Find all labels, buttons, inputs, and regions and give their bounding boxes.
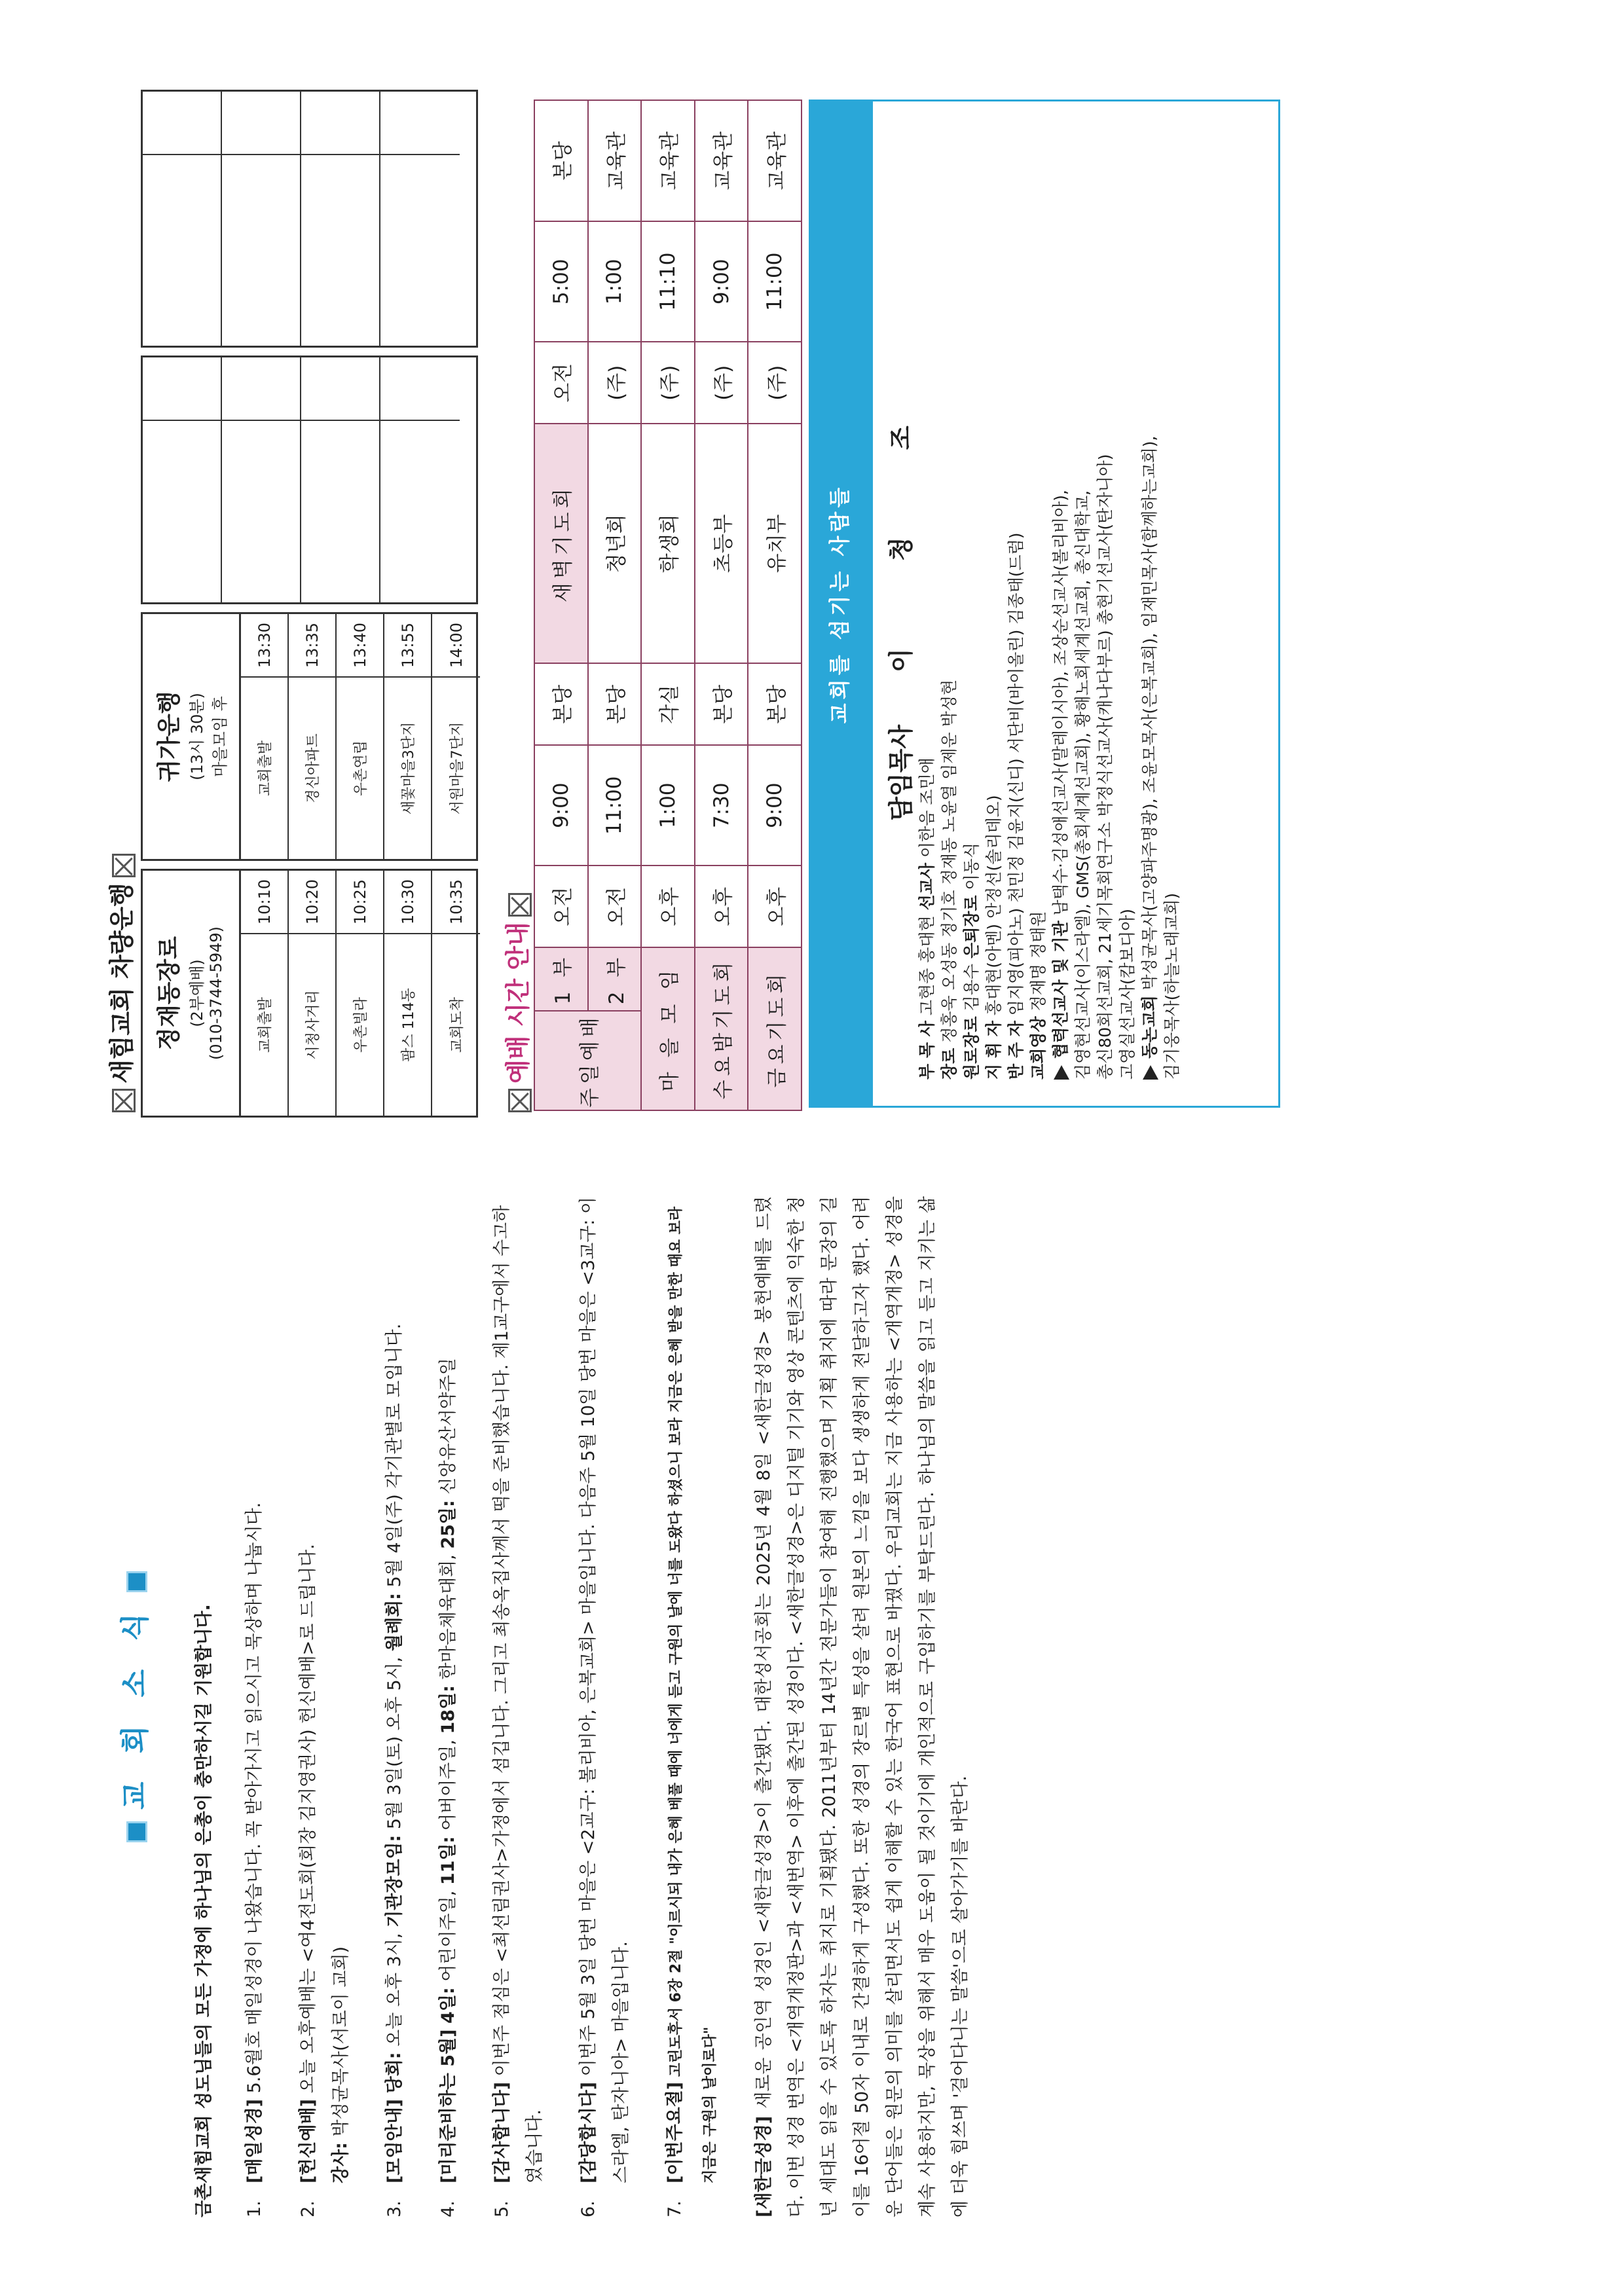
staff-line: 고영실선교사(캄보디아) — [1118, 908, 1137, 1080]
service-label: 새벽기도회 — [534, 424, 588, 663]
bus-schedule — [141, 90, 478, 1118]
worship-row: 주일예배 1 부 오전 9:00 본당 새벽기도회 오전 5:00 본당 — [534, 100, 588, 1110]
item-text: 5.6월호 매일성경이 나왔습니다. 꼭 받아가시고 읽으시고 묵상하며 나눕시다. — [244, 1502, 265, 2099]
date-text: 어린이주일, — [438, 1885, 458, 1988]
worship-row: 금요기도회 오후 9:00 본당 유치부 (주) 11:00 교육관 — [748, 100, 802, 1110]
article-heading: [새한글성경] — [754, 2115, 774, 2217]
staff-line: 장로 정홍욱 오성동 정기호 정재동 노윤열 임제운 박성현 — [940, 679, 959, 1080]
item-heading: [이번주요절] — [665, 2081, 685, 2183]
bus-stop-row: 우촌연립 13:40 — [337, 614, 384, 859]
worship-section-title — [498, 888, 534, 1118]
date-label: 18일: — [438, 1685, 458, 1734]
news-item-3 — [378, 1196, 411, 2217]
worship-row: 2 부 오전 11:00 본당 청년회 (주) 1:00 교육관 — [588, 100, 642, 1110]
item-heading: [감사합니다] — [492, 2081, 512, 2183]
speaker-text: 박성균목사(서로이 교회) — [331, 1946, 351, 2143]
item-number: 6. — [578, 2200, 599, 2217]
item-heading: [감당합시다] — [578, 2081, 599, 2183]
staff-line: 김영현선교사(이스라엘), GMS(총회세계선교회), 황해노회세계선교회, 총신대학교, — [1073, 490, 1092, 1080]
item-number: 3. — [384, 2200, 405, 2217]
news-intro: 금촌새힘교회 성도님들의 모든 가정에 하나님의 은총이 충만하시길 기원합니다. — [194, 1604, 214, 2217]
bus-section-title — [101, 848, 138, 1118]
item-text: 이번주 5월 3일 당번 마을은 <2교구: 볼리비아, 은복교회> 마을입니다. 다음주 5월 10일 당번 마을은 <3교구: 이스라엘, 탄자니아> 마을입니다. — [578, 1196, 631, 2183]
service-sub: 1 부 — [534, 947, 588, 1011]
news-item-5 — [486, 1196, 551, 2217]
x-box-icon — [508, 893, 532, 917]
bus-title-text: 새힘교회 차량운행 — [107, 883, 136, 1084]
item-heading: [미리준비하는 5월] — [438, 2029, 458, 2183]
square-bullet-icon — [126, 1821, 147, 1842]
worship-row: 수요밤기도회 오후 7:30 본당 초등부 (주) 9:00 교육관 — [695, 100, 748, 1110]
staff-line: 동논교회 박성균목사(고양파주명광), 조윤모목사(은복교회), 임재민목사(함께하는교회), — [1139, 128, 1161, 1080]
news-item-1 — [238, 1196, 271, 2217]
item-text: 이번주 점심은 <최선림권사>가정에서 섬깁니다. 그리고 최송옥집사께서 떡을 준비했습니다. 제1교구에서 수고하였습니다. — [492, 1205, 545, 2183]
service-label: 수요밤기도회 — [695, 947, 748, 1110]
x-box-icon — [112, 854, 136, 877]
news-item-7 — [659, 1196, 727, 2217]
bus-stop-row: 교회도착 10:35 — [432, 871, 480, 1116]
bus-stop-row: 서원마을7단지 14:00 — [432, 614, 480, 859]
date-text: 신앙유산서약주일 — [438, 1358, 458, 1501]
route-phone: (010-3744-5949) — [207, 926, 225, 1061]
weekly-verse: 고린도후서 6장 2절 "이르시되 내가 은혜 베풀 때에 너에게 듣고 구원의 날에 너를 도왔다 하셨으니 보라 지금은 은혜 받을 만한 때요 보라 지금은 구원의 날이로다" — [668, 1206, 718, 2183]
date-label: 11일: — [438, 1836, 458, 1886]
item-number: 2. — [298, 2200, 318, 2217]
meeting-label: 당회: — [384, 2052, 405, 2094]
service-label: 금요기도회 — [748, 947, 802, 1110]
service-label: 청년회 — [588, 424, 642, 663]
bus-stop-row: 팜스 114동 10:30 — [384, 871, 432, 1116]
item-number: 7. — [665, 2200, 685, 2217]
x-box-icon — [112, 1089, 136, 1112]
triangle-bullet-icon — [1143, 1065, 1158, 1080]
servants-list — [871, 100, 1280, 1108]
news-title-text: 교 회 소 식 — [119, 1604, 152, 1810]
bus-route-return — [141, 612, 478, 861]
pastor-role: 담임목사 — [887, 724, 915, 821]
item-heading: [헌신예배] — [298, 2098, 318, 2183]
senior-pastor — [887, 128, 915, 1080]
bus-route-empty-1 — [141, 355, 478, 604]
staff-line: 지 휘 자 홍대현(아멘) 안정선(솔리데오) — [984, 795, 1003, 1080]
news-item-6 — [572, 1196, 638, 2217]
bus-route-empty-2 — [141, 90, 478, 348]
triangle-bullet-icon — [1054, 1065, 1069, 1080]
bus-stop-row: 새꽃마을3단지 13:55 — [384, 614, 432, 859]
meeting-text: 5월 4일(주) 각기관별로 모입니다. — [384, 1323, 405, 1594]
new-bible-article — [748, 1196, 977, 2217]
item-heading: [모임안내] — [384, 2098, 405, 2183]
route-note: 마을모임 후 — [211, 696, 229, 777]
servants-header-bar: 교회를 섬기는 사람들 — [809, 100, 871, 1108]
service-sub: 2 부 — [588, 947, 642, 1011]
bus-stop-row: 교회출발 10:10 — [241, 871, 289, 1116]
staff-line: 원로장로 김용수 은퇴장로 이동식 — [962, 843, 981, 1080]
staff-line: 반 주 자 임지영(피아노) 천민정 김윤지(신디) 서단비(바이올린) 김종태(드럼) — [1006, 532, 1025, 1080]
service-label: 주일예배 — [534, 1011, 641, 1110]
date-text: 어버이주일, — [438, 1734, 458, 1836]
item-number: 1. — [244, 2200, 265, 2217]
worship-times-table — [534, 100, 802, 1111]
item-text: 오늘 오후예배는 <여4전도회(회장 김지영권사) 헌신예배>로 드립니다. — [298, 1544, 318, 2099]
news-item-2 — [292, 1196, 358, 2217]
date-text: 한마음체육대회, — [438, 1548, 458, 1686]
route-name: 귀가운행 — [156, 691, 183, 782]
staff-line: 총신80회선교회, 21세기목회연구소 박정식선교사(캐나다부르) 총현기선교사(탄자니아) — [1096, 454, 1115, 1080]
service-label: 초등부 — [695, 424, 748, 663]
item-number: 4. — [438, 2200, 458, 2217]
date-label: 4일: — [438, 1987, 458, 2024]
staff-line: 부 목 사 고현종 홍대현 선교사 이한음 조민애 — [917, 757, 936, 1080]
staff-line: 교회영상 정재명 정태원 — [1029, 911, 1048, 1080]
pastor-name: 이 청 조 — [887, 386, 915, 672]
news-title — [111, 1196, 153, 2217]
x-box-icon — [508, 1089, 532, 1112]
service-label: 학생회 — [641, 424, 695, 663]
bus-stop-row: 우촌빌라 10:25 — [337, 871, 384, 1116]
route-sub: (2부예배) — [188, 959, 206, 1027]
bus-stop-row: 교회출발 13:30 — [241, 614, 289, 859]
bus-route-pickup — [141, 869, 478, 1118]
bus-stop-row: 시청사거리 10:20 — [289, 871, 337, 1116]
meeting-text: 오늘 오후 3시, — [384, 1927, 405, 2052]
worship-row: 마 을 모 임 오후 1:00 각실 학생회 (주) 11:10 교육관 — [641, 100, 695, 1110]
staff-line: 김기웅목사(하늘노래교회) — [1162, 892, 1181, 1080]
news-item-4 — [432, 1196, 465, 2217]
date-label: 25일: — [438, 1500, 458, 1549]
bus-stop-row: 경신아파트 13:35 — [289, 614, 337, 859]
item-heading: [매일성경] — [244, 2098, 265, 2183]
service-label: 마 을 모 임 — [641, 947, 695, 1110]
church-news-section — [111, 1196, 977, 2217]
meeting-text: 5월 3일(토) 오후 5시, — [384, 1651, 405, 1835]
meeting-label: 기관장모임: — [384, 1834, 405, 1927]
service-label: 유치부 — [748, 424, 802, 663]
route-name: 정재동장로 — [156, 936, 183, 1050]
article-text: 새로운 공인역 성경인 <새한글성경>이 출간됐다. 대한성서공회는 2025년 4월 8일 <새한글성경> 봉헌예배를 드렸다. 이번 성경 번역은 <개역개정판>과 <새번역> 이후에 출간된 성경이다. <새한글성경>은 디지털 기기와 영상 콘텐츠에 익숙한 청년 세대도 읽을 수 있도록 하자는 취지로 기획됐다. 2011년부터 14년간 전문가들이 참여해 진행했으며 기획 취지에 따라 문장의 길이를 16어절 50자 이내로 간결하게 구성했다. 또한 성경의 장르별 특성을 살려 원본의 느낌을 보다 생생하게 전달하고자 했다. 어려운 단어들은 원문의 의미를 살리면서도 쉽게 이해할 수 있는 한국어 표현으로 바꿨다. 우리교회는 지금 사용하는 <개역개정> 성경을 계속 사용하지만, 묵상을 위해서 매우 도움이 될 것이기에 개인적으로 구입하기를 부탁드린다. 하나님의 말씀을 읽고 듣고 지키는 삶에 더욱 힘쓰며 '걸어다니는 말씀'으로 살아가기를 바란다. — [754, 1196, 970, 2217]
meeting-label: 월례회: — [384, 1593, 405, 1652]
staff-line: 협력선교사 및 기관 남택수·김성애선교사(말레이시아), 조상순선교사(볼리비아), — [1050, 128, 1072, 1080]
speaker-label: 강사: — [331, 2142, 351, 2183]
route-sub: (13시 30분) — [188, 693, 206, 780]
item-number: 5. — [492, 2200, 512, 2217]
square-bullet-icon — [126, 1571, 147, 1592]
worship-title-text: 예배 시간 안내 — [504, 922, 532, 1084]
